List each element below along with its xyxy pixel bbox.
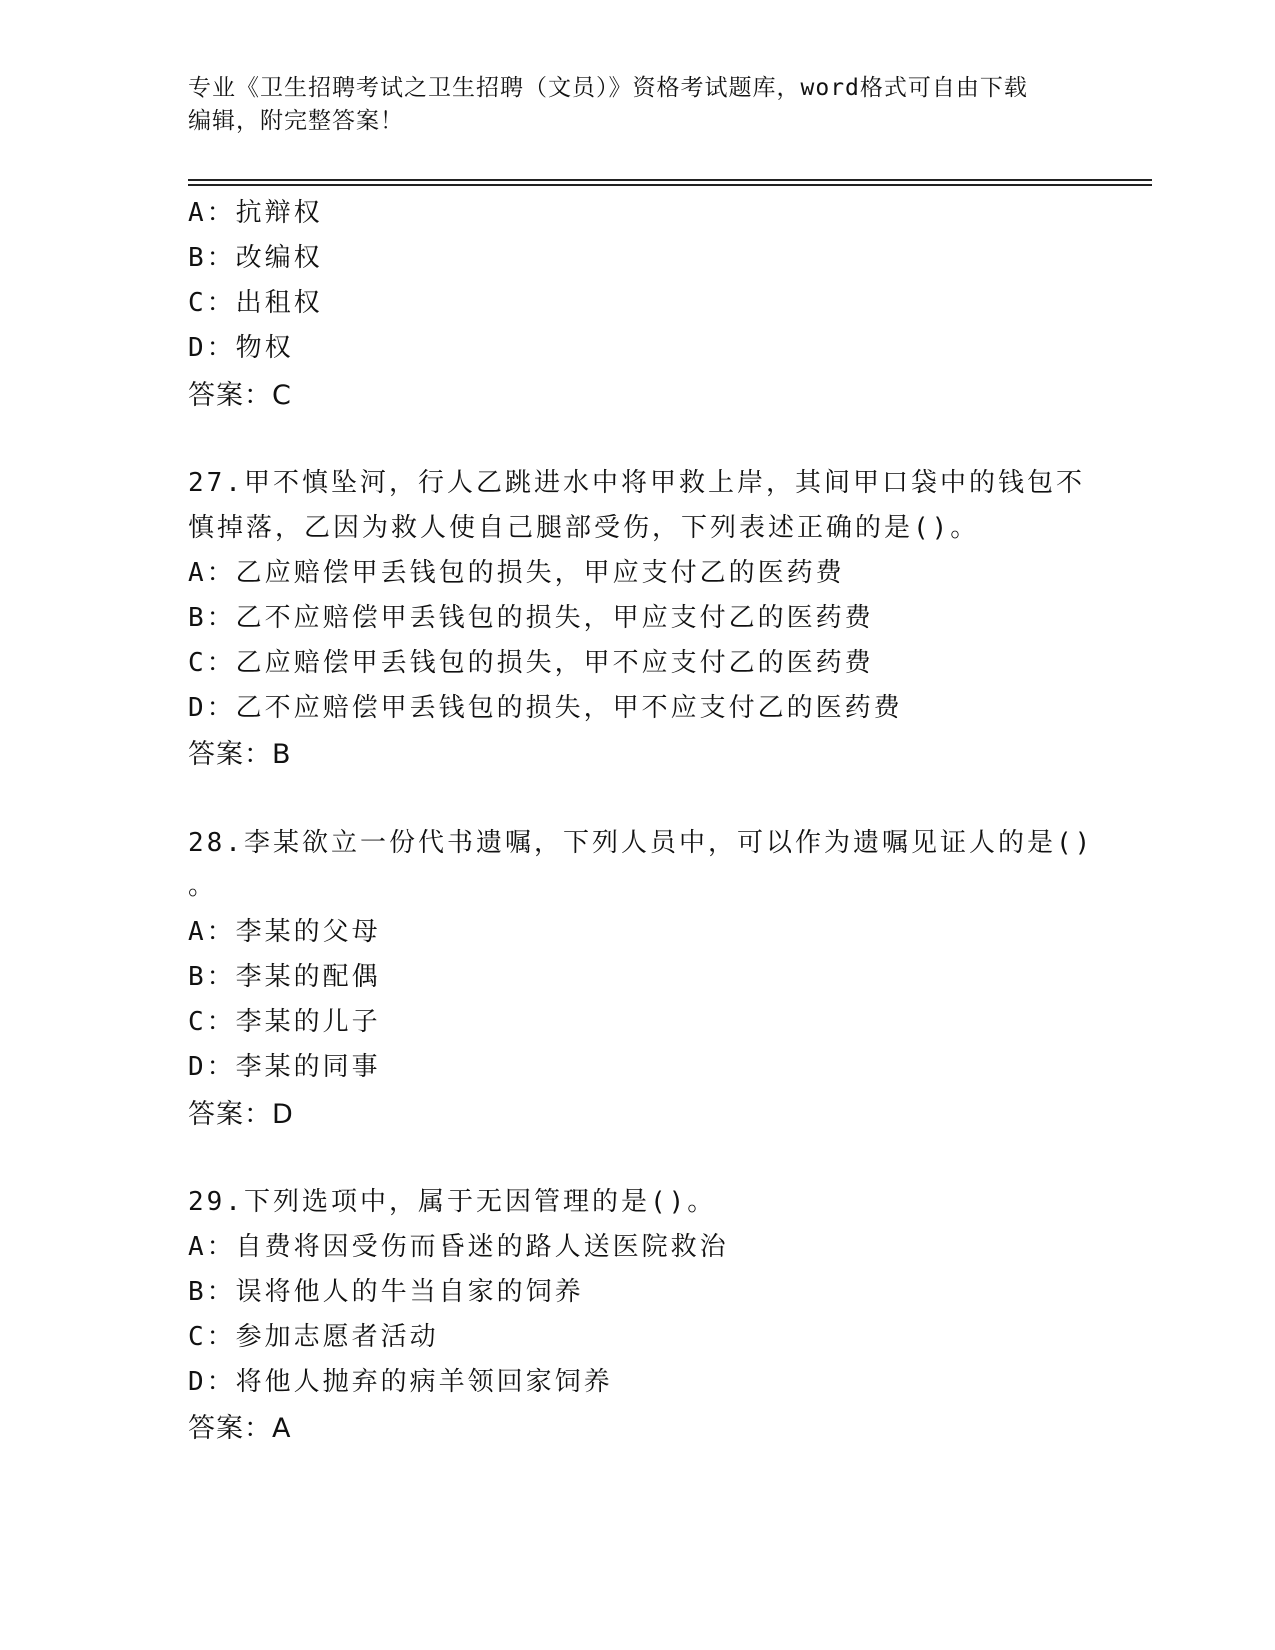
q29-answer: 答案：A <box>188 1413 292 1444</box>
document-header <box>188 72 1088 138</box>
q26-option-b: B：改编权 <box>188 243 323 273</box>
q28-option-b: B：李某的配偶 <box>188 962 381 992</box>
q29-option-c: C：参加志愿者活动 <box>188 1322 439 1352</box>
q27-question-line-2: 慎掉落，乙因为救人使自己腿部受伤，下列表述正确的是()。 <box>188 513 980 543</box>
q29-option-a: A：自费将因受伤而昏迷的路人送医院救治 <box>188 1232 729 1262</box>
q26-option-c: C：出租权 <box>188 288 323 318</box>
header-divider-bottom <box>188 184 1152 186</box>
q29-option-d: D：将他人抛弃的病羊领回家饲养 <box>188 1367 613 1397</box>
q27-option-c: C：乙应赔偿甲丢钱包的损失，甲不应支付乙的医药费 <box>188 648 874 678</box>
q28-option-a: A：李某的父母 <box>188 917 381 947</box>
q27-question-line-1: 27.甲不慎坠河，行人乙跳进水中将甲救上岸，其间甲口袋中的钱包不 <box>188 468 1085 498</box>
q26-answer: 答案：C <box>188 380 292 411</box>
q28-question-line-1: 28.李某欲立一份代书遗嘱，下列人员中，可以作为遗嘱见证人的是() <box>188 828 1094 858</box>
q28-option-d: D：李某的同事 <box>188 1052 381 1082</box>
q29-question-line-1: 29.下列选项中，属于无因管理的是()。 <box>188 1187 717 1217</box>
q27-option-d: D：乙不应赔偿甲丢钱包的损失，甲不应支付乙的医药费 <box>188 693 903 723</box>
header-divider-top <box>188 179 1152 181</box>
header-line-1: 专业《卫生招聘考试之卫生招聘（文员）》资格考试题库，word格式可自由下载 <box>188 75 1028 101</box>
q27-option-b: B：乙不应赔偿甲丢钱包的损失，甲应支付乙的医药费 <box>188 603 874 633</box>
q26-option-a: A：抗辩权 <box>188 198 323 228</box>
q28-question-line-2: 。 <box>188 871 218 901</box>
q26-option-d: D：物权 <box>188 333 294 363</box>
q28-answer: 答案：D <box>188 1099 294 1130</box>
header-line-2: 编辑，附完整答案！ <box>188 108 404 134</box>
q29-option-b: B：误将他人的牛当自家的饲养 <box>188 1277 584 1307</box>
q27-answer: 答案：B <box>188 739 292 770</box>
q28-option-c: C：李某的儿子 <box>188 1007 381 1037</box>
q27-option-a: A：乙应赔偿甲丢钱包的损失，甲应支付乙的医药费 <box>188 558 845 588</box>
